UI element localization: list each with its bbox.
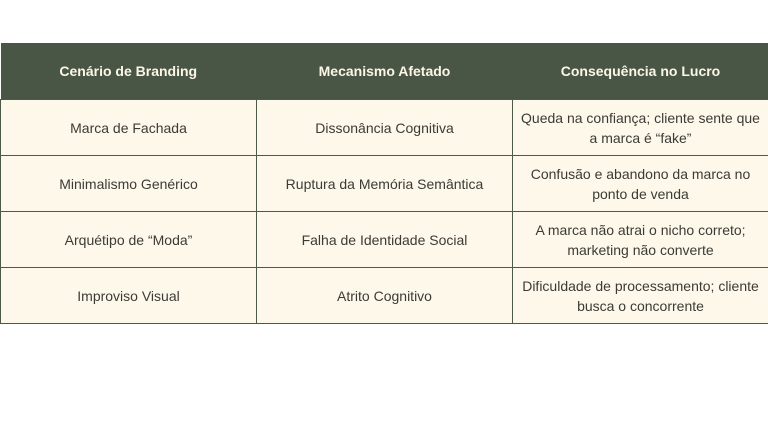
cell-mechanism: Atrito Cognitivo [257, 268, 513, 324]
header-profit-consequence: Consequência no Lucro [513, 43, 768, 100]
table-row [1, 156, 768, 212]
cell-mechanism: Falha de Identidade Social [257, 212, 513, 268]
cell-scenario: Arquétipo de “Moda” [1, 212, 257, 268]
branding-table-container [0, 43, 768, 324]
header-branding-scenario: Cenário de Branding [1, 43, 257, 100]
cell-consequence: Dificuldade de processamento; cliente busca o concorrente [513, 268, 768, 324]
header-row [1, 43, 768, 100]
cell-scenario: Marca de Fachada [1, 100, 257, 156]
cell-mechanism: Dissonância Cognitiva [257, 100, 513, 156]
header-affected-mechanism: Mecanismo Afetado [257, 43, 513, 100]
cell-consequence: Confusão e abandono da marca no ponto de venda [513, 156, 768, 212]
table-row [1, 100, 768, 156]
table-row [1, 268, 768, 324]
cell-mechanism: Ruptura da Memória Semântica [257, 156, 513, 212]
cell-scenario: Minimalismo Genérico [1, 156, 257, 212]
cell-scenario: Improviso Visual [1, 268, 257, 324]
table-header [1, 43, 768, 100]
table-body [1, 100, 768, 324]
cell-consequence: Queda na confiança; cliente sente que a marca é “fake” [513, 100, 768, 156]
branding-table [0, 43, 768, 324]
table-row [1, 212, 768, 268]
cell-consequence: A marca não atrai o nicho correto; marketing não converte [513, 212, 768, 268]
